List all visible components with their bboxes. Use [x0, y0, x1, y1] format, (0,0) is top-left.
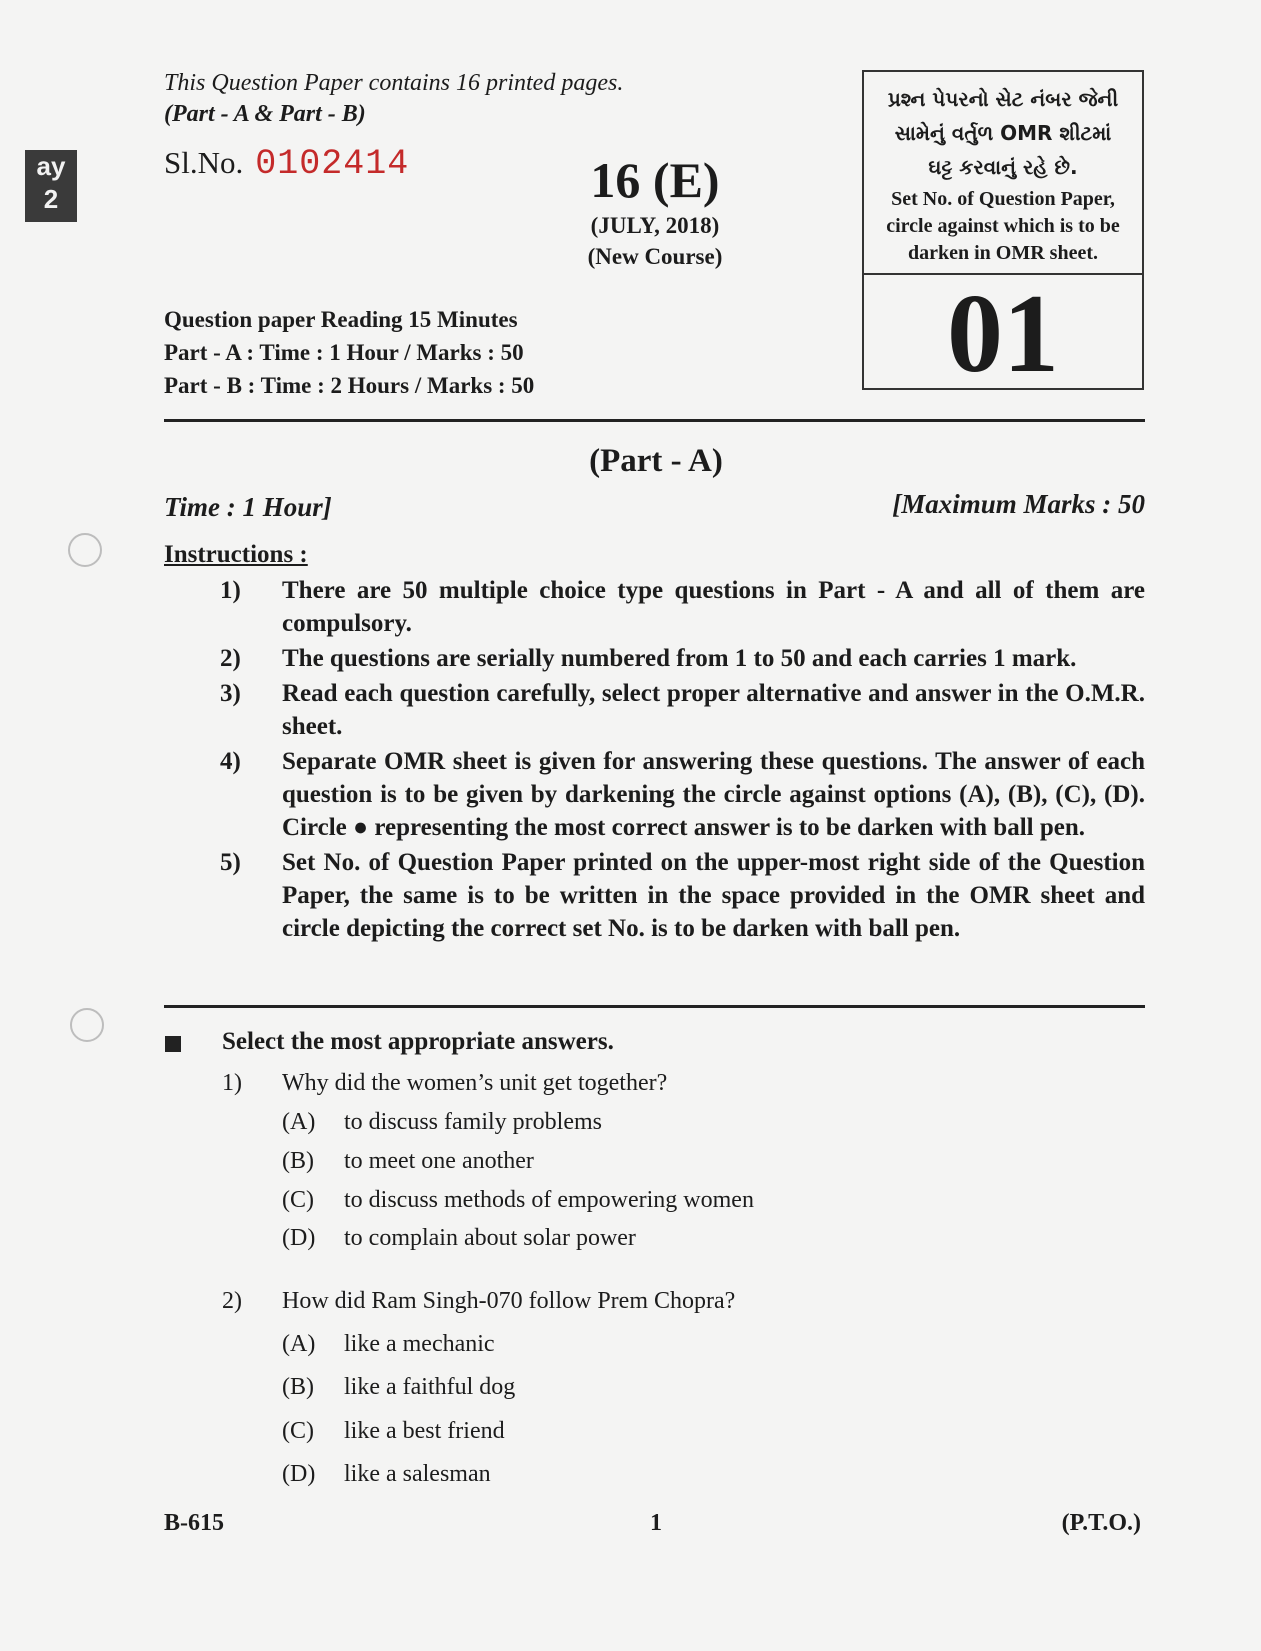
punch-hole-icon [70, 1008, 104, 1042]
option-text: like a mechanic [344, 1331, 495, 1357]
gujarati-line: સામેનું વર્તુળ OMR શીટમાં [894, 121, 1112, 145]
option-label: (D) [282, 1225, 316, 1251]
part-a-time: Part - A : Time : 1 Hour / Marks : 50 [164, 340, 524, 365]
instruction-number: 3) [220, 680, 241, 707]
instruction-item [220, 642, 1145, 675]
instructions-heading: Instructions : [164, 541, 308, 568]
option-label: (A) [282, 1331, 316, 1357]
instruction-line: The questions are serially numbered from 1 to 50 and each carries 1 mark. [282, 645, 1077, 672]
instruction-line: compulsory. [282, 610, 412, 637]
option-text: to discuss methods of empowering women [344, 1187, 754, 1213]
instruction-item [220, 846, 1145, 945]
instruction-line: (A), (B), (C), (D). Circle ● representing the most correct answer is to be [282, 781, 1145, 841]
option-label: (A) [282, 1109, 316, 1135]
instruction-text [282, 574, 1145, 640]
page-count-line: This Question Paper contains 16 printed pages. [164, 70, 624, 96]
part-a-time-label: Time : 1 Hour] [164, 492, 332, 522]
set-number-box [862, 70, 1144, 396]
option-d [282, 1459, 491, 1489]
part-b-time: Part - B : Time : 2 Hours / Marks : 50 [164, 373, 535, 398]
english-line: darken in OMR sheet. [908, 242, 1098, 264]
paper-code: 16 (E) [590, 152, 720, 208]
option-b [282, 1372, 515, 1402]
reading-time: Question paper Reading 15 Minutes [164, 307, 518, 332]
instruction-text [282, 642, 1145, 675]
instruction-line: Separate OMR sheet is given for answering these questions. The answer of [282, 748, 1089, 775]
instruction-line: There are 50 multiple choice type questions in Part - A and all of them are [282, 577, 1145, 604]
serial-value: 0102414 [255, 144, 410, 184]
punch-hole-icon [68, 533, 102, 567]
instruction-item [220, 677, 1145, 743]
option-a [282, 1107, 602, 1137]
option-label: (B) [282, 1148, 314, 1174]
paper-code-block [545, 150, 765, 272]
question-1 [222, 1068, 1122, 1258]
gujarati-line: પ્રશ્ન પેપરનો સેટ નંબર જેની [887, 87, 1119, 111]
instruction-number: 2) [220, 645, 241, 672]
option-label: (D) [282, 1461, 316, 1487]
question-number: 1) [222, 1070, 242, 1096]
instruction-line: O.M.R. sheet. [282, 680, 1145, 740]
part-a-marks-label: [Maximum Marks : 50 [892, 489, 1145, 519]
english-line: Set No. of Question Paper, [891, 188, 1115, 210]
header-divider [164, 419, 1145, 422]
part-a-title: (Part - A) [589, 443, 723, 479]
pto-label: (P.T.O.) [1061, 1510, 1141, 1536]
option-text: like a salesman [344, 1461, 491, 1487]
option-label: (C) [282, 1187, 314, 1213]
set-number: 01 [947, 272, 1059, 396]
page-count-note [164, 68, 623, 130]
english-line: circle against which is to be [886, 215, 1120, 237]
instruction-item [220, 745, 1145, 844]
option-text: like a best friend [344, 1418, 505, 1444]
instruction-line: Read each question carefully, select proper alternative and answer in the [282, 680, 1059, 707]
question-text: Why did the women’s unit get together? [282, 1070, 668, 1096]
instruction-number: 4) [220, 748, 241, 775]
instruction-line: Set No. of Question Paper printed on the upper-most right side of the Question [282, 849, 1145, 876]
instructions-divider [164, 1005, 1145, 1008]
option-d [282, 1223, 636, 1253]
set-box-english-text [864, 186, 1142, 273]
instruction-text [282, 677, 1145, 743]
side-tab-label [25, 150, 77, 222]
question-2 [222, 1286, 1122, 1490]
option-text: to discuss family problems [344, 1109, 602, 1135]
instructions-list [220, 574, 1145, 947]
instruction-line: darken with ball pen. [857, 814, 1086, 841]
option-c [282, 1185, 754, 1215]
instruction-line: each question is to be given by darkening the circle against options [282, 748, 1145, 808]
question-number: 2) [222, 1288, 242, 1314]
square-bullet-icon [165, 1036, 181, 1052]
page-number: 1 [650, 1510, 662, 1536]
instruction-text [282, 745, 1145, 844]
instruction-line: circle depicting the correct set No. is to be darken with ball pen. [282, 915, 961, 942]
option-label: (C) [282, 1418, 314, 1444]
instruction-number: 5) [220, 849, 241, 876]
exam-date: (JULY, 2018) [590, 213, 720, 238]
option-a [282, 1329, 495, 1359]
option-label: (B) [282, 1374, 314, 1400]
select-answers-heading: Select the most appropriate answers. [222, 1028, 614, 1055]
option-text: like a faithful dog [344, 1374, 516, 1400]
option-b [282, 1146, 534, 1176]
instruction-item [220, 574, 1145, 640]
option-c [282, 1416, 505, 1446]
instruction-number: 1) [220, 577, 241, 604]
set-box-gujarati-text [864, 72, 1142, 186]
instruction-line: Paper, the same is to be written in the space provided in the OMR sheet and [282, 882, 1145, 909]
option-text: to complain about solar power [344, 1225, 636, 1251]
serial-number [164, 144, 409, 184]
paper-code-footer: B-615 [164, 1510, 224, 1536]
instruction-text [282, 846, 1145, 945]
gujarati-line: ઘટ્ટ કરવાનું રહે છે. [928, 155, 1078, 179]
side-tab-line-2: 2 [43, 184, 59, 214]
parts-line: (Part - A & Part - B) [164, 101, 366, 127]
serial-label: Sl.No. [164, 145, 244, 180]
course-label: (New Course) [587, 244, 723, 269]
side-tab-line-1: ay [36, 151, 66, 181]
timing-details [164, 303, 534, 402]
option-text: to meet one another [344, 1148, 534, 1174]
question-text: How did Ram Singh-070 follow Prem Chopra? [282, 1288, 736, 1314]
